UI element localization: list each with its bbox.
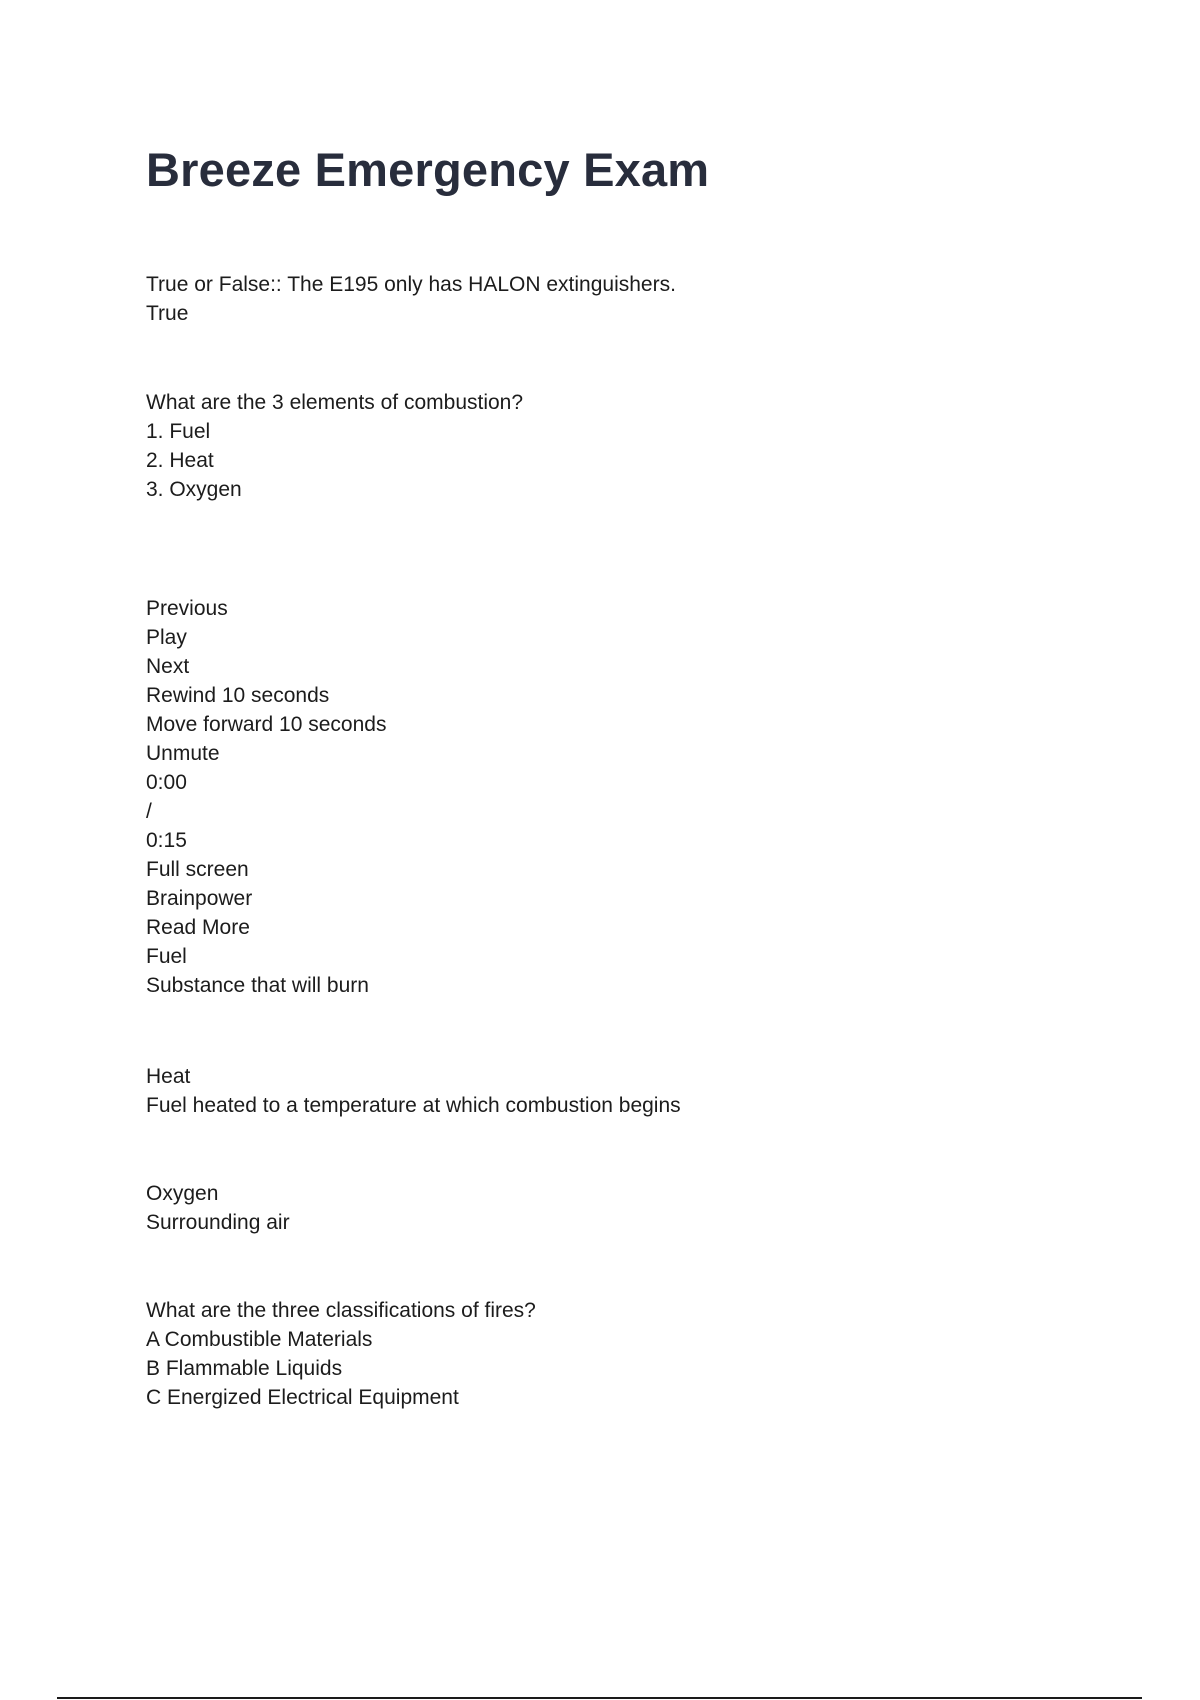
current-time: 0:00 — [146, 771, 187, 794]
definition-text: Substance that will burn — [146, 974, 369, 997]
question-block-halon — [146, 270, 1146, 328]
media-player-controls — [146, 594, 1146, 1000]
forward-button[interactable]: Move forward 10 seconds — [146, 713, 387, 736]
duration: 0:15 — [146, 829, 187, 852]
question-text: What are the three classifications of fires? — [146, 1299, 536, 1322]
definition-block-heat — [146, 1062, 1146, 1120]
read-more-link[interactable]: Read More — [146, 916, 250, 939]
definition-term: Fuel — [146, 945, 187, 968]
answer-item: 1. Fuel — [146, 420, 211, 443]
footer-divider — [57, 1697, 1142, 1699]
unmute-button[interactable]: Unmute — [146, 742, 220, 765]
answer-item: 3. Oxygen — [146, 478, 242, 501]
question-block-fire-classes — [146, 1296, 1146, 1412]
answer-item: A Combustible Materials — [146, 1328, 373, 1351]
definition-term: Oxygen — [146, 1182, 219, 1205]
fullscreen-button[interactable]: Full screen — [146, 858, 249, 881]
play-button[interactable]: Play — [146, 626, 187, 649]
definition-block-oxygen — [146, 1179, 1146, 1237]
answer-item: C Energized Electrical Equipment — [146, 1386, 459, 1409]
definition-term: Heat — [146, 1065, 191, 1088]
definition-text: Surrounding air — [146, 1211, 290, 1234]
previous-button[interactable]: Previous — [146, 597, 228, 620]
definition-text: Fuel heated to a temperature at which combustion begins — [146, 1094, 681, 1117]
next-button[interactable]: Next — [146, 655, 190, 678]
answer-text: True — [146, 302, 189, 325]
page-title: Breeze Emergency Exam — [146, 143, 710, 196]
brand-link[interactable]: Brainpower — [146, 887, 253, 910]
question-block-combustion — [146, 388, 1146, 504]
answer-item: B Flammable Liquids — [146, 1357, 343, 1380]
rewind-button[interactable]: Rewind 10 seconds — [146, 684, 330, 707]
time-separator: / — [146, 800, 152, 823]
question-text: What are the 3 elements of combustion? — [146, 391, 524, 414]
answer-item: 2. Heat — [146, 449, 214, 472]
question-text: True or False:: The E195 only has HALON extinguishers. — [146, 273, 676, 296]
